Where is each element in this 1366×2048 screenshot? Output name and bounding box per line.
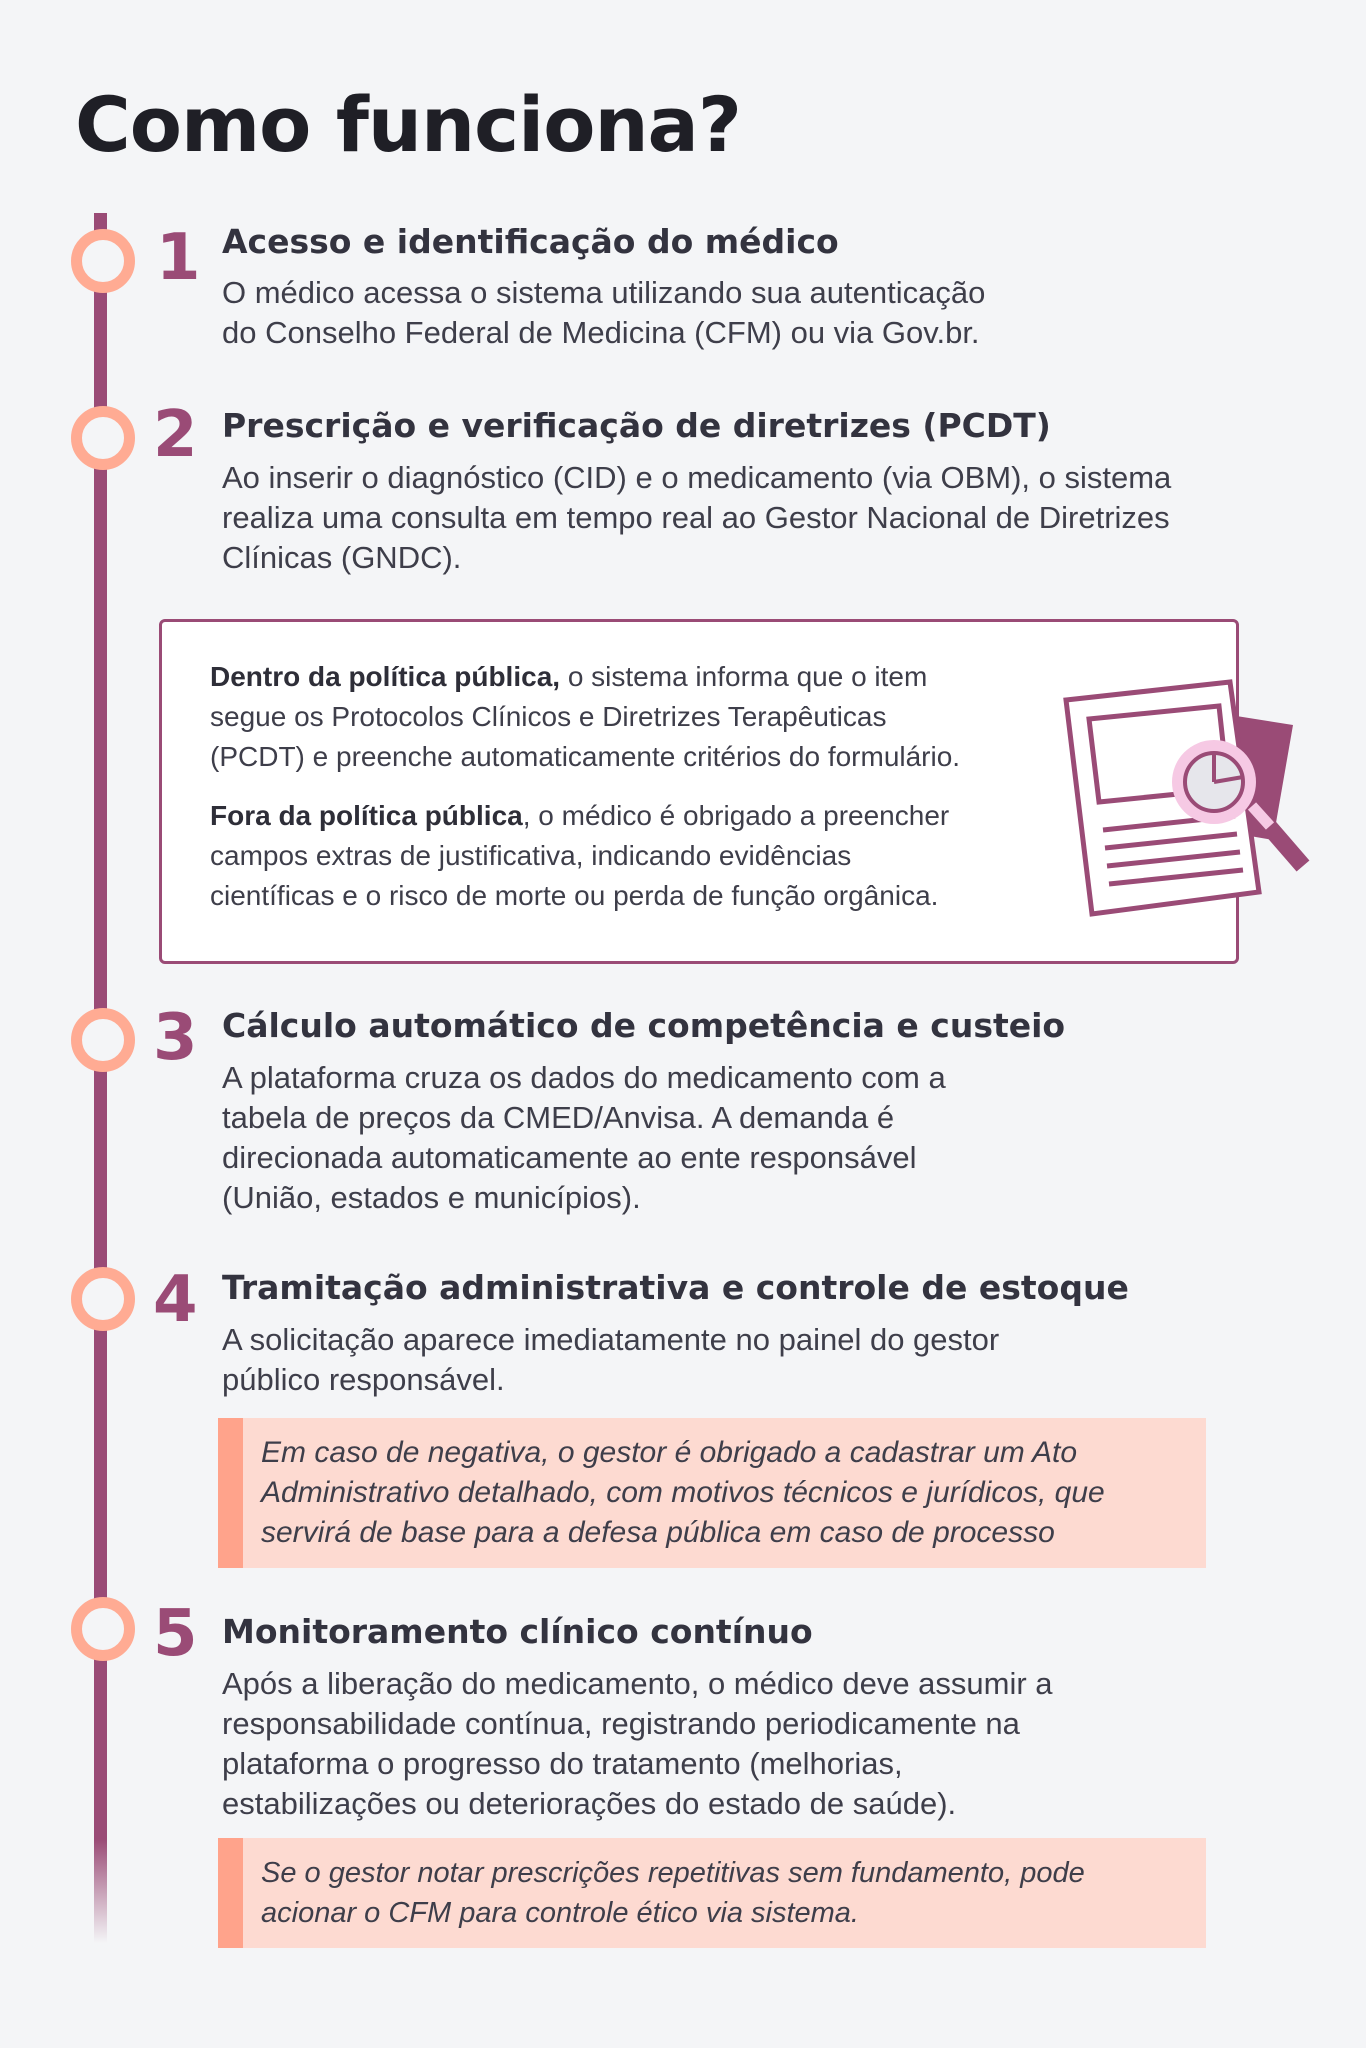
text-line: plataforma o progresso do tratamento (melhorias, bbox=[222, 1746, 903, 1781]
step-4-number: 4 bbox=[153, 1263, 198, 1337]
text-line: Em caso de negativa, o gestor é obrigado a cadastrar um Ato bbox=[261, 1436, 1078, 1469]
step-4-title: Tramitação administrativa e controle de estoque bbox=[222, 1268, 1129, 1307]
page-title: Como funciona? bbox=[75, 80, 741, 169]
step-2-number: 2 bbox=[153, 398, 198, 472]
document-magnifier-icon bbox=[1050, 670, 1320, 930]
text-line: responsabilidade contínua, registrando periodicamente na bbox=[222, 1706, 1020, 1741]
text-line: Administrativo detalhado, com motivos técnicos e jurídicos, que bbox=[261, 1476, 1105, 1509]
step-5-number: 5 bbox=[153, 1597, 198, 1671]
text-line: estabilizações ou deteriorações do estado de saúde). bbox=[222, 1786, 957, 1821]
step-5-text bbox=[222, 1664, 1053, 1824]
text-line: (PCDT) e preenche automaticamente critérios do formulário. bbox=[210, 741, 961, 772]
text-line: acionar o CFM para controle ético via sistema. bbox=[261, 1897, 859, 1929]
step-5-note bbox=[218, 1838, 1206, 1948]
text-line: campos extras de justificativa, indicando evidências bbox=[210, 840, 852, 871]
policy-inside-text bbox=[210, 657, 1050, 777]
policy-inside-label: Dentro da política pública, bbox=[210, 661, 561, 692]
text-line: realiza uma consulta em tempo real ao Gestor Nacional de Diretrizes bbox=[222, 500, 1170, 535]
step-4-note bbox=[218, 1418, 1206, 1568]
text-line: , o médico é obrigado a preencher bbox=[522, 800, 950, 831]
text-line: (União, estados e municípios). bbox=[222, 1180, 641, 1215]
policy-outside-text bbox=[210, 796, 1050, 916]
step-4-text bbox=[222, 1320, 999, 1400]
step-2-text bbox=[222, 458, 1171, 578]
step-1-number: 1 bbox=[156, 221, 201, 295]
text-line: o sistema informa que o item bbox=[560, 661, 928, 692]
text-line: Ao inserir o diagnóstico (CID) e o medicamento (via OBM), o sistema bbox=[222, 460, 1172, 495]
step-2-title: Prescrição e verificação de diretrizes (PCDT) bbox=[222, 406, 1051, 445]
text-line: segue os Protocolos Clínicos e Diretrizes Terapêuticas bbox=[210, 701, 887, 732]
text-line: A plataforma cruza os dados do medicamento com a bbox=[222, 1060, 946, 1095]
step-3-number: 3 bbox=[153, 1001, 198, 1075]
text-line: público responsável. bbox=[222, 1362, 505, 1397]
step-2-marker bbox=[71, 406, 135, 470]
text-line: Após a liberação do medicamento, o médico deve assumir a bbox=[222, 1666, 1053, 1701]
text-line: O médico acessa o sistema utilizando sua autenticação bbox=[222, 275, 986, 310]
step-3-text bbox=[222, 1058, 946, 1218]
step-1-marker bbox=[71, 229, 135, 293]
step-5-marker bbox=[71, 1597, 135, 1661]
step-3-title: Cálculo automático de competência e custeio bbox=[222, 1006, 1066, 1045]
note-text bbox=[261, 1433, 1186, 1553]
step-1-text bbox=[222, 273, 985, 353]
step-3-marker bbox=[71, 1008, 135, 1072]
text-line: científicas e o risco de morte ou perda de função orgânica. bbox=[210, 880, 939, 911]
text-line: Se o gestor notar prescrições repetitivas sem fundamento, pode bbox=[261, 1857, 1085, 1889]
text-line: A solicitação aparece imediatamente no painel do gestor bbox=[222, 1322, 1000, 1357]
policy-outside-label: Fora da política pública bbox=[210, 800, 523, 831]
text-line: tabela de preços da CMED/Anvisa. A demanda é bbox=[222, 1100, 895, 1135]
step-1-title: Acesso e identificação do médico bbox=[222, 222, 839, 261]
text-line: do Conselho Federal de Medicina (CFM) ou via Gov.br. bbox=[222, 315, 980, 350]
text-line: direcionada automaticamente ao ente responsável bbox=[222, 1140, 917, 1175]
text-line: servirá de base para a defesa pública em caso de processo bbox=[261, 1516, 1055, 1549]
timeline-line bbox=[94, 213, 107, 1943]
note-text bbox=[261, 1853, 1186, 1933]
step-5-title: Monitoramento clínico contínuo bbox=[222, 1612, 813, 1651]
text-line: Clínicas (GNDC). bbox=[222, 540, 462, 575]
step-4-marker bbox=[71, 1267, 135, 1331]
